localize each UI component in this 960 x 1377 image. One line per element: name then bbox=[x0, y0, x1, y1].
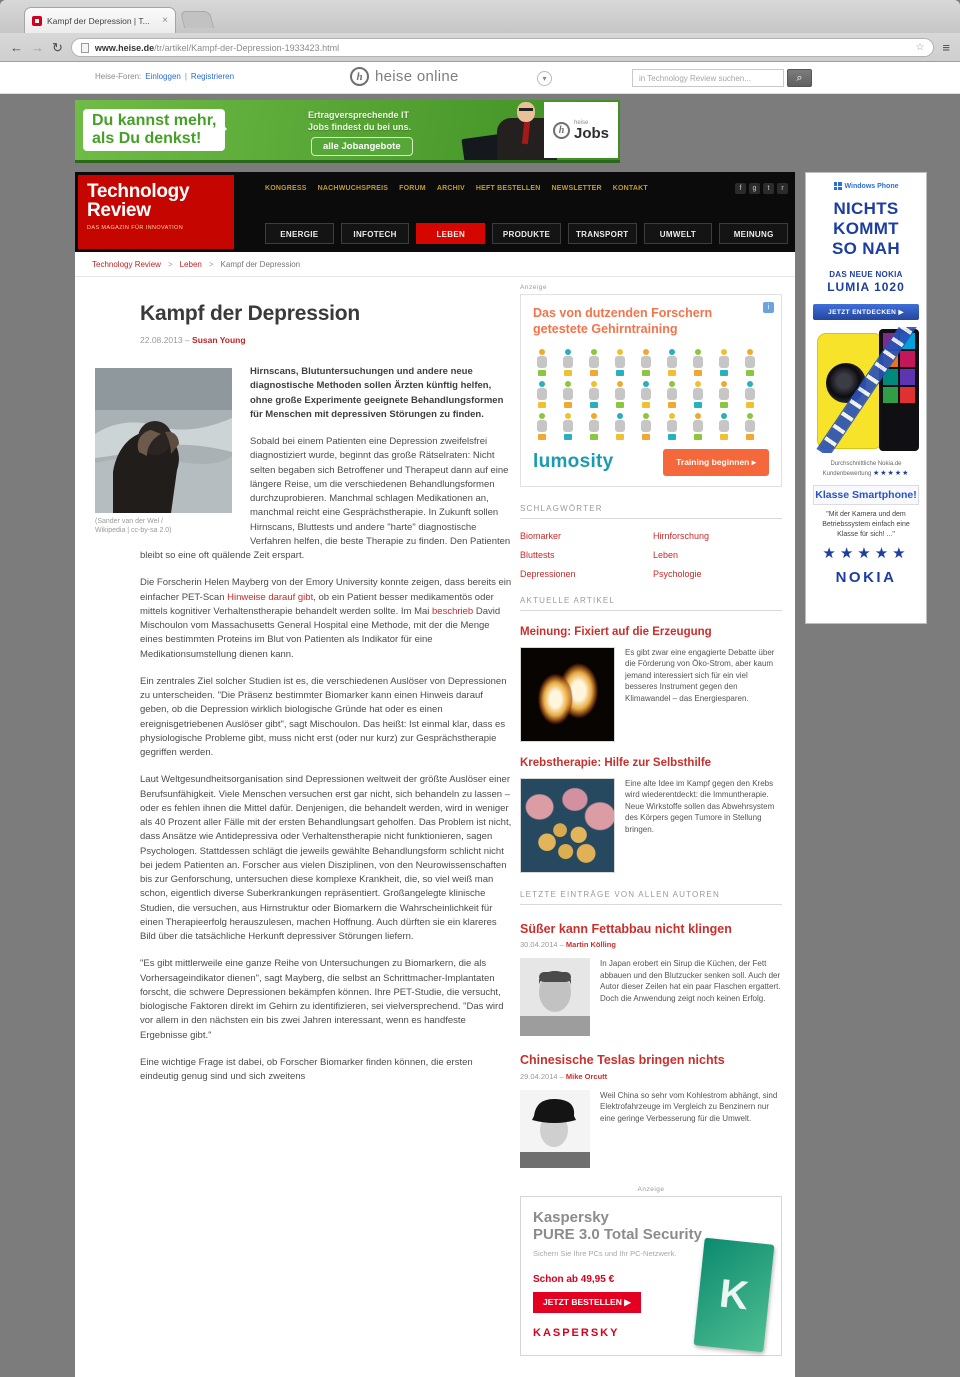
section-nav bbox=[265, 223, 788, 244]
lumosity-figure bbox=[715, 349, 734, 376]
lumosity-figure bbox=[715, 381, 734, 408]
article-intro: Hirnscans, Blutuntersuchungen und andere neue diagnostische Methoden sollen Ärzten künftig helfen, ohne große Experimente geeignete Behandlungsformen für Menschen mit depressiven Störungen zu finden. bbox=[250, 366, 504, 420]
adchoices-icon[interactable]: i bbox=[763, 302, 774, 313]
teaser-item bbox=[520, 757, 782, 873]
teaser-title-krebstherapie[interactable]: Krebstherapie: Hilfe zur Selbsthilfe bbox=[520, 756, 712, 769]
nokia-headline-3: SO NAH bbox=[832, 239, 900, 259]
nav-heft-bestellen[interactable]: HEFT BESTELLEN bbox=[475, 185, 541, 192]
entry-author[interactable]: Martin Kölling bbox=[565, 940, 616, 950]
technology-review-logo[interactable] bbox=[78, 175, 234, 249]
tab-meinung[interactable]: MEINUNG bbox=[719, 223, 788, 244]
nav-kongress[interactable]: KONGRESS bbox=[265, 185, 307, 192]
rating-line1: Durchschnittliche Nokia.de bbox=[830, 461, 902, 468]
lumosity-logo: lumosity bbox=[533, 451, 614, 472]
jobs-claim-line2: als Du denkst! bbox=[92, 129, 202, 147]
lumosity-headline: Das von dutzenden Forschern getestete Gehirntraining bbox=[533, 306, 713, 337]
new-tab-button[interactable] bbox=[180, 11, 214, 28]
tag-leben[interactable]: Leben bbox=[653, 549, 679, 560]
lumosity-figure bbox=[585, 381, 604, 408]
article-paragraph: Eine wichtige Frage ist dabei, ob Forscher Biomarker finden können, die ersten eindeutig genug sind und sich zweitens bbox=[140, 1056, 473, 1082]
heise-foren-links bbox=[95, 72, 234, 81]
windows-logo-icon bbox=[834, 182, 842, 190]
kaspersky-price: Schon ab 49,95 € bbox=[533, 1274, 615, 1286]
url-path: /tr/artikel/Kampf-der-Depression-1933423.html bbox=[154, 42, 340, 53]
tab-leben[interactable]: LEBEN bbox=[416, 223, 485, 244]
reload-icon[interactable]: ↻ bbox=[52, 40, 63, 55]
heise-jobs-logo bbox=[544, 102, 618, 158]
mini-stars: ★★★★★ bbox=[873, 469, 910, 477]
teaser-title-meinung[interactable]: Meinung: Fixiert auf die Erzeugung bbox=[520, 625, 712, 638]
author-entry bbox=[520, 1053, 782, 1168]
lumosity-figure bbox=[533, 349, 552, 376]
windows-phone-text: Windows Phone bbox=[844, 182, 899, 190]
logo-line1: Technology bbox=[87, 181, 190, 202]
tab-produkte[interactable]: PRODUKTE bbox=[492, 223, 561, 244]
p2-text: Die Forscherin Helen Mayberg von der Emory University konnte zeigen, dass bereits ein einfacher PET-Scan bbox=[140, 577, 512, 603]
lumosity-figure bbox=[611, 413, 630, 440]
nav-nachwuchspreis[interactable]: NACHWUCHSPREIS bbox=[317, 185, 389, 192]
lumosity-figure bbox=[715, 413, 734, 440]
tab-strip bbox=[0, 0, 960, 33]
lumosity-figure bbox=[689, 381, 708, 408]
lumosity-figure bbox=[663, 381, 682, 408]
breadcrumb-sep-2: > bbox=[208, 259, 214, 269]
author-entry bbox=[520, 922, 782, 1037]
review-title: Klasse Smartphone! bbox=[813, 485, 919, 505]
page-title: Kampf der Depression bbox=[140, 302, 361, 325]
register-link[interactable]: Registrieren bbox=[190, 72, 235, 81]
heise-jobs-logo-heise: heise bbox=[573, 119, 589, 126]
tag-depressionen[interactable]: Depressionen bbox=[520, 568, 576, 579]
kaspersky-ad[interactable] bbox=[520, 1196, 782, 1356]
review-stars: ★★★★★ bbox=[822, 544, 910, 562]
kaspersky-product-box bbox=[694, 1237, 775, 1352]
bookmark-star-icon[interactable]: ☆ bbox=[915, 42, 925, 53]
back-icon[interactable]: ← bbox=[10, 40, 23, 55]
jobs-mid-text bbox=[308, 109, 411, 133]
lumosity-figure bbox=[689, 413, 708, 440]
man-head bbox=[517, 102, 535, 122]
windows-phone-brand bbox=[813, 182, 919, 190]
rating-line2: Kundenbewertung bbox=[822, 470, 872, 477]
phone-tile bbox=[900, 387, 915, 403]
nokia-rating bbox=[813, 460, 919, 478]
jobs-offers-button[interactable]: alle Jobangebote bbox=[311, 137, 413, 156]
heise-jobs-logo-jobs: Jobs bbox=[573, 124, 609, 142]
article-date: 22.08.2013 bbox=[140, 335, 183, 345]
login-divider: | bbox=[184, 72, 187, 81]
article-paragraph: Sobald bei einem Patienten eine Depression zweifelsfrei diagnostiziert wurde, beginnt das große Rätselraten: Nicht selten begaben sich Betroffener und Therapeut dann auf eine längere Reise, um die verschiedenen Behandlungsformen durchzuprobieren. Manchmal schlagen Medikationen an, manchmal reicht eine Gesprächstherapie. In Zukunft sollen Hirnscans, Bluttests und andere "harte" diagnostische Verfahren helfen, die beste Therapie zu finden. Den Patienten bleibt so eine oft quälende Zeit erspart. bbox=[140, 436, 511, 561]
teaser-item bbox=[520, 626, 782, 742]
phone-tile bbox=[900, 351, 915, 367]
nokia-subline2: LUMIA 1020 bbox=[827, 280, 905, 295]
heise-jobs-banner-ad[interactable] bbox=[75, 100, 620, 163]
forward-icon[interactable]: → bbox=[31, 40, 44, 55]
tab-transport[interactable]: TRANSPORT bbox=[568, 223, 637, 244]
breadcrumb-section[interactable]: Leben bbox=[179, 259, 202, 269]
article-paragraph bbox=[140, 576, 512, 662]
lumosity-figure bbox=[663, 413, 682, 440]
nav-forum[interactable]: FORUM bbox=[399, 185, 426, 192]
p2-text: , ob ein Patient besser medikamentös oder mittels kognitiver Verhaltenstherapie behandelt werden sollte. Im Mai bbox=[140, 591, 494, 617]
browser-tab[interactable] bbox=[24, 7, 176, 33]
browser-chrome bbox=[0, 0, 960, 62]
logo-tagline: DAS MAGAZIN FÜR INNOVATION bbox=[87, 224, 184, 231]
tag-hirnforschung[interactable]: Hirnforschung bbox=[653, 530, 710, 541]
twitter-icon[interactable]: t bbox=[763, 183, 774, 194]
masthead-top-nav bbox=[265, 185, 648, 192]
lumosity-figure bbox=[663, 349, 682, 376]
tab-favicon bbox=[32, 16, 42, 26]
inline-link-hinweise[interactable]: Hinweise darauf gibt bbox=[227, 591, 314, 603]
lumosity-figure bbox=[611, 349, 630, 376]
lumosity-figure bbox=[585, 413, 604, 440]
nokia-headline bbox=[813, 199, 919, 259]
article-column bbox=[95, 302, 512, 1097]
image-caption bbox=[95, 517, 232, 536]
kaspersky-title-1: Kaspersky bbox=[533, 1208, 609, 1226]
schlagwoerter-heading: SCHLAGWÖRTER bbox=[520, 504, 782, 519]
teaser-text: Es gibt zwar eine engagierte Debatte über die Förderung von Öko-Strom, aber kaum jemand interessiert sich für ein viel besseres Instrument gegen den Klimawandel – das Energiesparen. bbox=[625, 647, 775, 703]
entry-date: 30.04.2014 bbox=[520, 940, 558, 950]
tab-title: Kampf der Depression | T... bbox=[47, 15, 150, 26]
sites-dropdown[interactable]: ▾ bbox=[537, 71, 552, 86]
tab-close-icon[interactable]: × bbox=[162, 14, 168, 26]
url-field[interactable] bbox=[71, 38, 935, 57]
teaser-text: Eine alte Idee im Kampf gegen den Krebs wird wiederentdeckt: die Immuntherapie. Neue Wirkstoffe sollen das Abwehrsystem des Körpers gegen Tumore in Stellung bringen. bbox=[625, 778, 775, 834]
jobs-claim-line1: Du kannst mehr, bbox=[92, 112, 217, 129]
lumosity-figure bbox=[559, 413, 578, 440]
kaspersky-logo: KASPERSKY bbox=[533, 1327, 620, 1340]
url-domain: www.heise.de bbox=[94, 42, 155, 53]
search-button[interactable] bbox=[787, 69, 812, 87]
rss-icon[interactable]: r bbox=[777, 183, 788, 194]
heise-online-logo[interactable] bbox=[350, 67, 459, 86]
breadcrumb-home[interactable]: Technology Review bbox=[92, 259, 161, 269]
search-input[interactable] bbox=[632, 69, 784, 87]
logo-line2: Review bbox=[87, 200, 151, 222]
author-portrait-koelling[interactable] bbox=[520, 958, 590, 1036]
search-icon: ⌕ bbox=[796, 72, 803, 84]
lumosity-start-button[interactable]: Training beginnen ▸ bbox=[663, 449, 769, 476]
article-paragraph: Laut Weltgesundheitsorganisation sind Depressionen weltweit der größte Auslöser einer Berufsunfähigkeit. Viele Menschen versuchen erst gar nicht, sich behandeln zu lassen – oder es fehlen ihnen die Mittel dafür. Denjenigen, die behandelt werden, wird in weniger als 40 Prozent aller Fälle mit der ersten Behandlungsart geholfen. Das Problem ist nicht, dass Ansätze wie Antidepressiva oder Verhaltenstherapie nicht funktionieren, sagen Psychologen. Stattdessen schlägt die jeweils gewählte Behandlungsform schlicht nicht bei jedem Patienten an. Forscher aus vielen Disziplinen, von den Neurowissenschaften bis zur Genforschung, untersuchen diese komplexe Krankheit, die, so viel weiß man schon, eigentlich diverse Suberkrankungen repräsentiert. Großangelegte klinische Studien, die versuchen, aus Hirnstruktur oder Biomarkern die Wahrscheinlichkeit für einen Therapieerfolg herauszulesen, machen Hoffnung. Auch dürften sie ein klareres Bild über die tatsächliche Herkunft depressiver Störungen liefern. bbox=[140, 774, 512, 942]
heise-jobs-logo-icon: h bbox=[553, 122, 570, 139]
lumosity-figure bbox=[611, 381, 630, 408]
page-content bbox=[75, 252, 795, 1377]
lumosity-figure bbox=[689, 349, 708, 376]
ad-label: Anzeige bbox=[520, 284, 547, 291]
entry-date: 29.04.2014 bbox=[520, 1071, 558, 1081]
entry-title-teslas[interactable]: Chinesische Teslas bringen nichts bbox=[520, 1053, 725, 1068]
tab-infotech[interactable]: INFOTECH bbox=[341, 223, 410, 244]
jobs-claim bbox=[83, 109, 225, 151]
author-portrait-orcutt[interactable] bbox=[520, 1090, 590, 1168]
nokia-logo: NOKIA bbox=[835, 568, 897, 586]
review-quote: "Mit der Kamera und dem Betriebssystem einfach eine Klasse für sich! ..." bbox=[822, 511, 910, 538]
page-icon bbox=[81, 43, 89, 53]
tab-umwelt[interactable]: UMWELT bbox=[644, 223, 713, 244]
tag-bluttests[interactable]: Bluttests bbox=[520, 549, 555, 560]
lumosity-figure bbox=[637, 381, 656, 408]
breadcrumb-sep-1: > bbox=[167, 259, 173, 269]
phone-tile bbox=[883, 387, 898, 403]
caption-line1: (Sander van der Wel / bbox=[95, 518, 163, 525]
article-paragraph: Ein zentrales Ziel solcher Studien ist es, die verschiedenen Auslöser von Depressionen zu unterscheiden. "Die Präsenz bestimmter Biomarker kann einen Hinweis darauf geben, ob die Depression wirklich biologische Gründe hat oder es einen ereignisgetriebenen Auslöser gibt", sagt Mischoulon. Das heißt: Ist einmal klar, dass es physiologische Probleme gibt, muss nicht erst (oder nur kurz) zur Gesprächstherapie gegriffen werden. bbox=[140, 675, 507, 758]
nokia-lumia-ad[interactable] bbox=[805, 172, 927, 624]
man-glasses bbox=[519, 108, 533, 111]
kaspersky-title-2: PURE 3.0 Total Security bbox=[533, 1226, 702, 1244]
letzte-eintraege-heading: LETZTE EINTRÄGE VON ALLEN AUTOREN bbox=[520, 890, 782, 905]
entry-dash: – bbox=[559, 940, 564, 950]
breadcrumb bbox=[75, 252, 795, 277]
lumosity-figure bbox=[533, 381, 552, 408]
product-k-mark: K bbox=[717, 1270, 751, 1318]
tag-psychologie[interactable]: Psychologie bbox=[653, 568, 702, 579]
lumosity-figure bbox=[741, 381, 760, 408]
article-author[interactable]: Susan Young bbox=[192, 335, 246, 345]
facebook-icon[interactable]: f bbox=[735, 183, 746, 194]
inline-link-beschrieb[interactable]: beschrieb bbox=[432, 605, 474, 617]
entry-title-fettabbau[interactable]: Süßer kann Fettabbau nicht klingen bbox=[520, 921, 732, 936]
tag-list bbox=[520, 531, 782, 579]
cells-thumbnail[interactable] bbox=[520, 778, 615, 873]
menu-icon[interactable]: ≡ bbox=[942, 40, 950, 55]
byline bbox=[140, 335, 512, 345]
foren-label: Heise-Foren: bbox=[95, 72, 142, 81]
search-area bbox=[632, 69, 812, 87]
lumosity-figure bbox=[741, 349, 760, 376]
lumia-phone-image bbox=[813, 327, 919, 453]
caption-line2: Wikipedia | cc-by-sa 2.0) bbox=[95, 527, 172, 535]
phone-tile bbox=[900, 369, 915, 385]
entry-text: In Japan erobert ein Sirup die Küchen, der Fett abbauen und den Blutzucker senken soll. Auch der Autor dieser Zeilen hat ein paar Flaschen ergattert. Doch die Anwendung zeigt noch keinen Erfolg. bbox=[600, 959, 781, 1003]
lumosity-figure-grid bbox=[533, 349, 767, 440]
lumosity-figure bbox=[637, 413, 656, 440]
jobs-mid-line2: Jobs findest du bei uns. bbox=[308, 122, 412, 133]
entry-text: Weil China so sehr vom Kohlestrom abhängt, sind Elektrofahrzeuge im Vergleich zu Benzinern nur eine geringe Verbesserung für die Umwelt. bbox=[600, 1090, 778, 1123]
lumosity-figure bbox=[559, 349, 578, 376]
kaspersky-subtitle: Sichern Sie Ihre PCs und Ihr PC-Netzwerk. bbox=[533, 1249, 677, 1259]
googleplus-icon[interactable]: g bbox=[749, 183, 760, 194]
entry-dash: – bbox=[559, 1071, 564, 1081]
tag-biomarker[interactable]: Biomarker bbox=[520, 530, 562, 541]
sidebar bbox=[520, 284, 782, 1356]
kaspersky-order-button[interactable]: JETZT BESTELLEN ▶ bbox=[533, 1292, 641, 1313]
social-icons bbox=[735, 183, 788, 194]
nokia-discover-button[interactable]: JETZT ENTDECKEN ▶ bbox=[813, 304, 919, 320]
heise-logo-text: heise online bbox=[375, 68, 459, 85]
url-text bbox=[95, 43, 910, 53]
entry-author[interactable]: Mike Orcutt bbox=[565, 1071, 608, 1081]
lightbulb-thumbnail[interactable] bbox=[520, 647, 615, 742]
lumosity-figure bbox=[585, 349, 604, 376]
byline-dash: – bbox=[184, 335, 190, 345]
nav-archiv[interactable]: ARCHIV bbox=[436, 185, 465, 192]
technology-review-masthead bbox=[75, 172, 795, 252]
lumosity-ad[interactable] bbox=[520, 294, 782, 487]
article-figure bbox=[95, 368, 232, 536]
heise-logo-icon: h bbox=[350, 67, 369, 86]
nokia-headline-2: KOMMT bbox=[833, 219, 899, 239]
aktuelle-artikel-heading: AKTUELLE ARTIKEL bbox=[520, 596, 782, 611]
article-paragraph: "Es gibt mittlerweile eine ganze Reihe von Untersuchungen zu Biomarkern, die als Vorhersageindikator dienen", sagt Mayberg, die selbst an Schrittmacher-Implantaten forscht, die schwere Depressionen bekämpfen können. Ihre PET-Studie, die versucht, biologische Faktoren direkt im Gehirn zu identifizieren, sei vielversprechend. "Das wird vor allem in den nächsten ein bis zwei Jahren interessant, wenn es handfeste Ergebnisse gibt." bbox=[140, 958, 504, 1041]
nokia-subline1: DAS NEUE NOKIA bbox=[829, 270, 903, 280]
nav-kontakt[interactable]: KONTAKT bbox=[612, 185, 648, 192]
heise-header-bar bbox=[0, 62, 960, 94]
login-link[interactable]: Einloggen bbox=[145, 72, 181, 81]
lumosity-figure bbox=[559, 381, 578, 408]
nav-newsletter[interactable]: NEWSLETTER bbox=[551, 185, 602, 192]
p2-text: David Mischoulon vom Massachusetts General Hospital eine Methode, mit der die Menge eines bestimmten Proteins im Blut von Patienten als Indikator für eine Medikationsumstellung dienen kann. bbox=[140, 605, 501, 660]
jobs-mid-line1: Ertragversprechende IT bbox=[308, 110, 410, 120]
tab-energie[interactable]: ENERGIE bbox=[265, 223, 334, 244]
lumosity-figure bbox=[741, 413, 760, 440]
address-bar bbox=[0, 33, 960, 62]
breadcrumb-current: Kampf der Depression bbox=[220, 259, 301, 269]
lumosity-figure bbox=[533, 413, 552, 440]
nokia-headline-1: NICHTS bbox=[833, 199, 899, 218]
ad-label: Anzeige bbox=[637, 1185, 665, 1193]
depression-photo bbox=[95, 368, 232, 513]
lumosity-figure bbox=[637, 349, 656, 376]
